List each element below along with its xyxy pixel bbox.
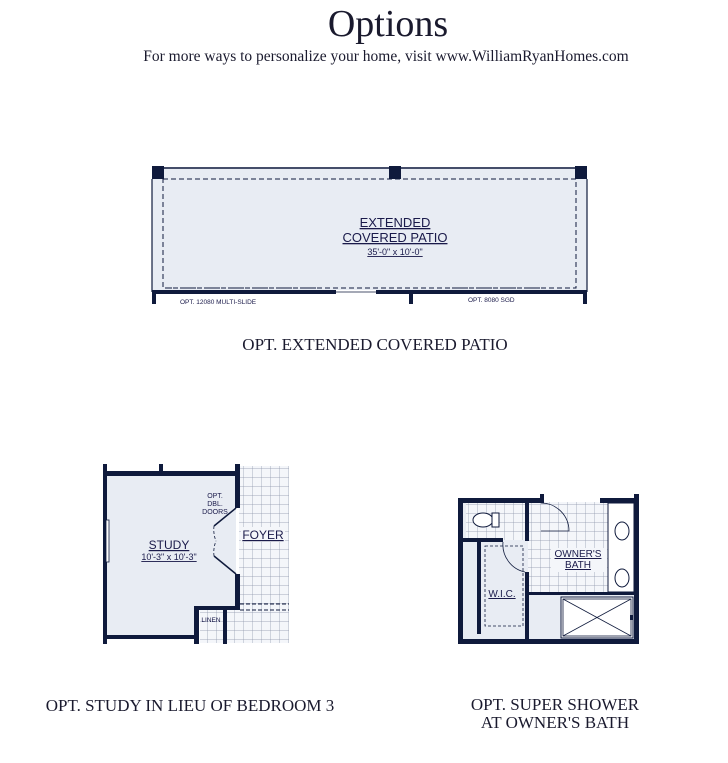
foyer-label: FOYER [242,528,284,542]
page-subtitle: For more ways to personalize your home, visit www.WilliamRyanHomes.com [143,48,629,65]
patio-room-label-2: COVERED PATIO [342,230,448,245]
study-room-label: STUDY [148,538,190,552]
study-dimensions: 10'-3" x 10'-3" [141,552,197,562]
wic-label: W.I.C. [488,589,516,600]
toilet-icon [473,513,493,527]
patio-door-left-label: OPT. 12080 MULTI-SLIDE [180,299,257,306]
study-plan [103,464,289,644]
patio-plan [152,166,587,306]
owners-bath-label-1: OWNER'S [554,549,602,560]
patio-dimensions: 35'-0" x 10'-0" [367,247,423,257]
patio-column-right [575,166,587,179]
study-doors-label-3: DOORS [202,509,228,516]
foyer-floor [239,466,289,643]
patio-caption: OPT. EXTENDED COVERED PATIO [242,335,508,354]
owners-bath-label-2: BATH [565,560,591,571]
shower-plan [458,494,639,644]
patio-room-label-1: EXTENDED [359,215,431,230]
study-caption: OPT. STUDY IN LIEU OF BEDROOM 3 [45,696,335,715]
patio-column-center [389,166,401,179]
shower-caption-line-1: OPT. SUPER SHOWER [470,695,640,714]
page-title: Options [327,3,449,45]
shower-caption [430,696,680,732]
linen-label: LINEN [201,617,221,624]
study-doors-label-1: OPT. [207,493,223,500]
shower-caption-line-2: AT OWNER'S BATH [480,713,630,732]
sink-icon [615,569,629,587]
sink-icon [615,522,629,540]
patio-column-left [152,166,164,179]
study-doors-label-2: DBL. [207,501,223,508]
patio-door-right-label: OPT. 8080 SGD [468,297,515,304]
